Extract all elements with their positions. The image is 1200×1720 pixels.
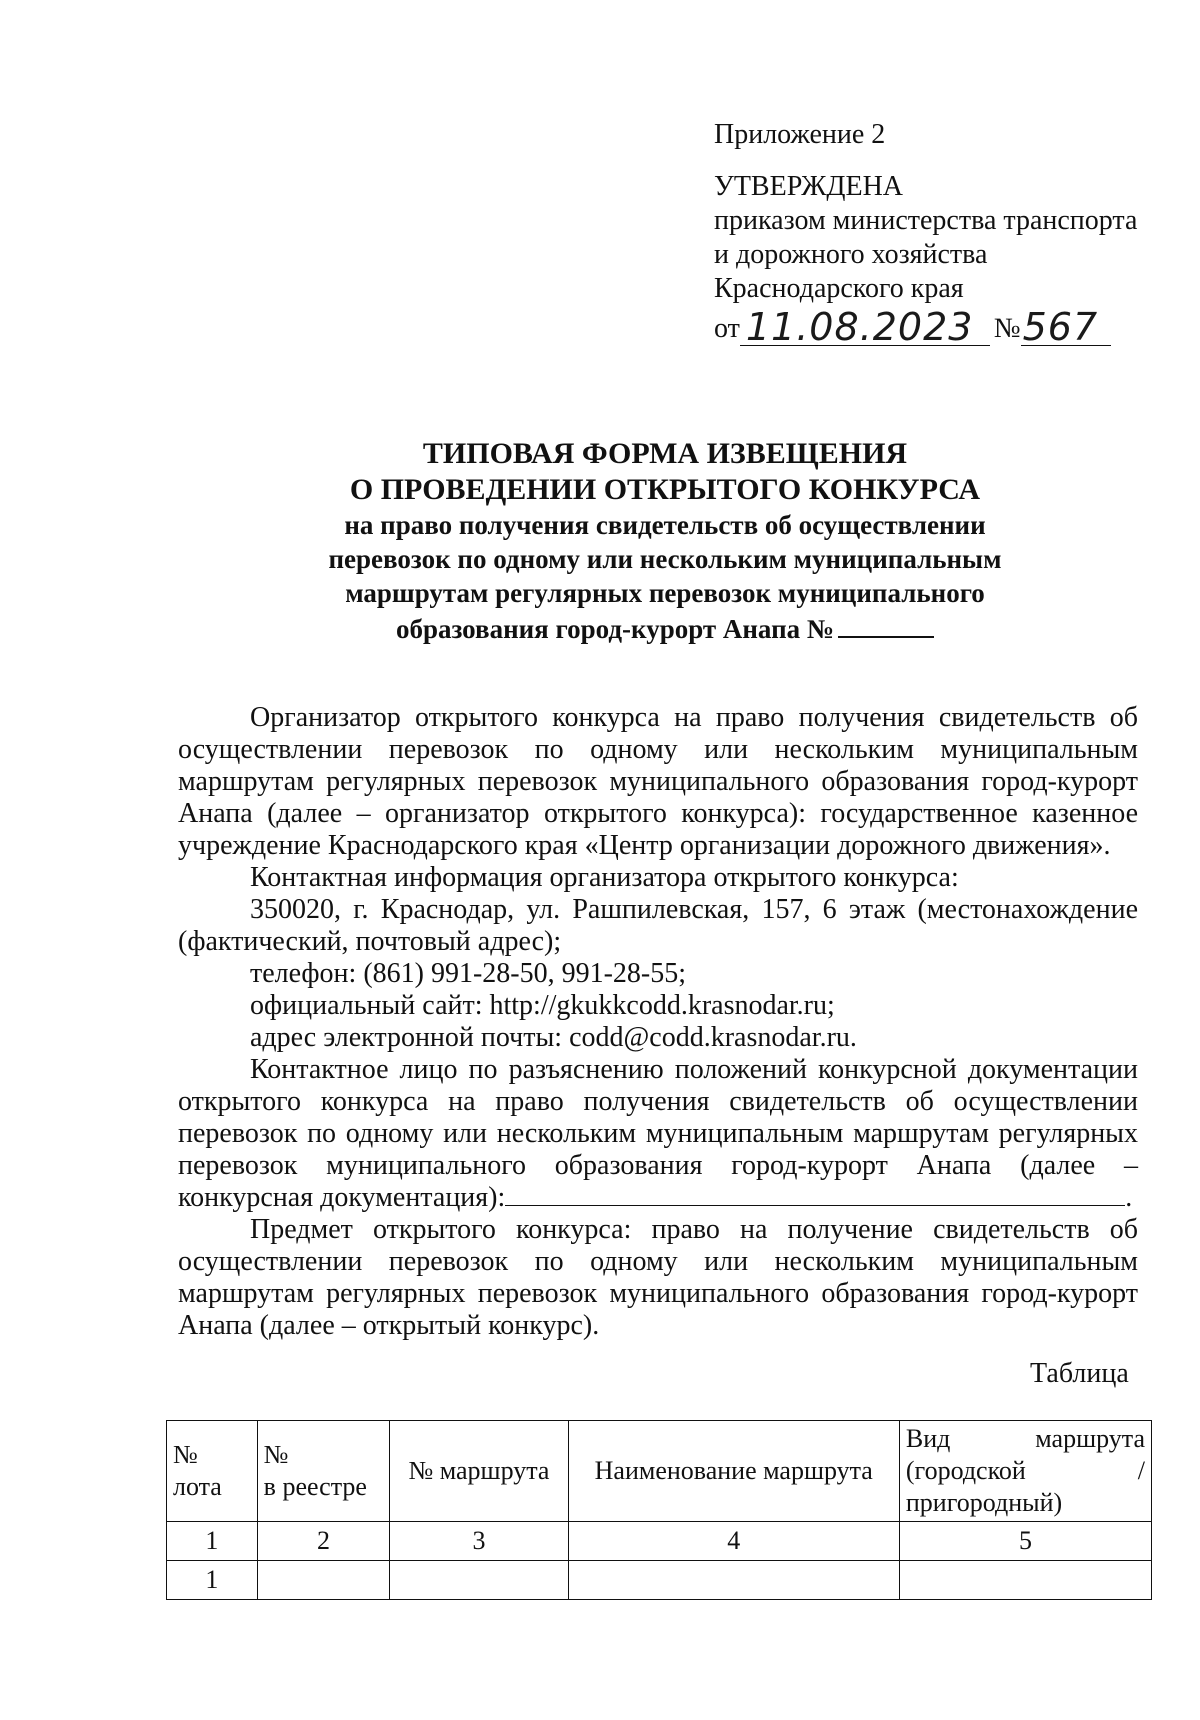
table-cell: 3 xyxy=(390,1522,568,1561)
header-registry-no-line1: № xyxy=(263,1440,289,1469)
title-line-6-text: образования город-курорт Анапа № xyxy=(395,614,835,644)
contact-person-end: . xyxy=(1125,1182,1133,1213)
approval-line-2: и дорожного хозяйства xyxy=(714,239,988,270)
table-numbering-row xyxy=(167,1522,1152,1561)
contact-person-text: Контактное лицо по разъяснению положений конкурсной документации открытого конкурса на право получения свидетельств об осуществлении перевозок по одному или нескольким муниципальным маршрутам регулярных перевозок муниципального образования город-курорт Анапа (далее – конкурсная документация): xyxy=(178,1054,1138,1213)
approval-line-3: Краснодарского края xyxy=(714,273,964,304)
table-cell: 2 xyxy=(257,1522,390,1561)
contact-person-blank xyxy=(505,1183,1125,1206)
organizer-paragraph: Организатор открытого конкурса на право получения свидетельств об осуществлении перевозок по одному или нескольким муниципальным маршрутам регулярных перевозок муниципального образования город-курорт Анапа (далее – организатор открытого конкурса): государственное казенное учреждение Краснодарского края «Центр организации дорожного движения». xyxy=(178,702,1138,861)
header-registry-no-line2: в реестре xyxy=(263,1472,367,1501)
title-number-blank xyxy=(838,610,934,638)
table-cell: 5 xyxy=(899,1522,1151,1561)
table-label: Таблица xyxy=(1030,1358,1129,1389)
title-line-1: ТИПОВАЯ ФОРМА ИЗВЕЩЕНИЯ xyxy=(422,437,908,470)
document-title xyxy=(140,436,1190,646)
document-body xyxy=(178,702,1138,1342)
date-field xyxy=(740,305,990,349)
title-line-2: О ПРОВЕДЕНИИ ОТКРЫТОГО КОНКУРСА xyxy=(349,473,981,506)
table-cell xyxy=(257,1561,390,1600)
contact-person-paragraph xyxy=(178,1054,1138,1214)
header-route-type-slash: / xyxy=(1137,1456,1145,1485)
handwritten-date: 11.08.2023 xyxy=(745,305,974,349)
lots-table xyxy=(166,1420,1152,1600)
header-route-type-word1: Вид xyxy=(905,1424,951,1453)
title-line-3: на право получения свидетельств об осуществлении xyxy=(344,510,986,540)
date-number-line xyxy=(714,305,1154,349)
header-registry-no xyxy=(257,1421,390,1522)
number-field xyxy=(1021,305,1111,349)
header-route-type-line3: пригородный) xyxy=(905,1488,1063,1517)
title-line-5: маршрутам регулярных перевозок муниципального xyxy=(345,578,985,608)
table-cell xyxy=(568,1561,899,1600)
table-cell xyxy=(899,1561,1151,1600)
email-line: адрес электронной почты: codd@codd.krasnodar.ru. xyxy=(250,1022,857,1053)
appendix-label: Приложение 2 xyxy=(714,119,886,150)
header-route-type-line2 xyxy=(906,1455,1145,1487)
table-cell: 4 xyxy=(568,1522,899,1561)
address-paragraph: 350020, г. Краснодар, ул. Рашпилевская, 157, 6 этаж (местонахождение (фактический, почтовый адрес); xyxy=(178,894,1138,957)
table-cell xyxy=(390,1561,568,1600)
header-route-type xyxy=(899,1421,1151,1522)
header-route-type-word3: (городской xyxy=(905,1456,1026,1485)
header-route-no: № маршрута xyxy=(390,1421,568,1522)
header-lot-no-line2: лота xyxy=(173,1472,222,1501)
contacts-heading: Контактная информация организатора открытого конкурса: xyxy=(250,862,959,893)
table-cell: 1 xyxy=(167,1561,258,1600)
title-line-6 xyxy=(140,610,1190,646)
subject-paragraph: Предмет открытого конкурса: право на получение свидетельств об осуществлении перевозок по одному или нескольким муниципальным маршрутам регулярных перевозок муниципального образования город-курорт Анапа (далее – открытый конкурс). xyxy=(178,1214,1138,1341)
table-cell: 1 xyxy=(167,1522,258,1561)
header-route-type-line1 xyxy=(906,1423,1145,1455)
header-lot-no xyxy=(167,1421,258,1522)
number-prefix: № xyxy=(993,313,1021,344)
table-row xyxy=(167,1561,1152,1600)
header-lot-no-line1: № xyxy=(173,1440,198,1469)
approved-label: УТВЕРЖДЕНА xyxy=(714,171,904,202)
date-prefix: от xyxy=(714,313,740,344)
table-header-row xyxy=(167,1421,1152,1522)
header-route-type-word2: маршрута xyxy=(1035,1424,1145,1453)
header-route-name: Наименование маршрута xyxy=(568,1421,899,1522)
title-line-4: перевозок по одному или нескольким муниципальным xyxy=(328,544,1002,574)
approval-block xyxy=(714,118,1154,349)
phone-line: телефон: (861) 991-28-50, 991-28-55; xyxy=(250,958,687,989)
website-line: официальный сайт: http://gkukkcodd.krasnodar.ru; xyxy=(250,990,835,1021)
handwritten-number: 567 xyxy=(1022,305,1099,349)
approval-line-1: приказом министерства транспорта xyxy=(714,205,1138,236)
